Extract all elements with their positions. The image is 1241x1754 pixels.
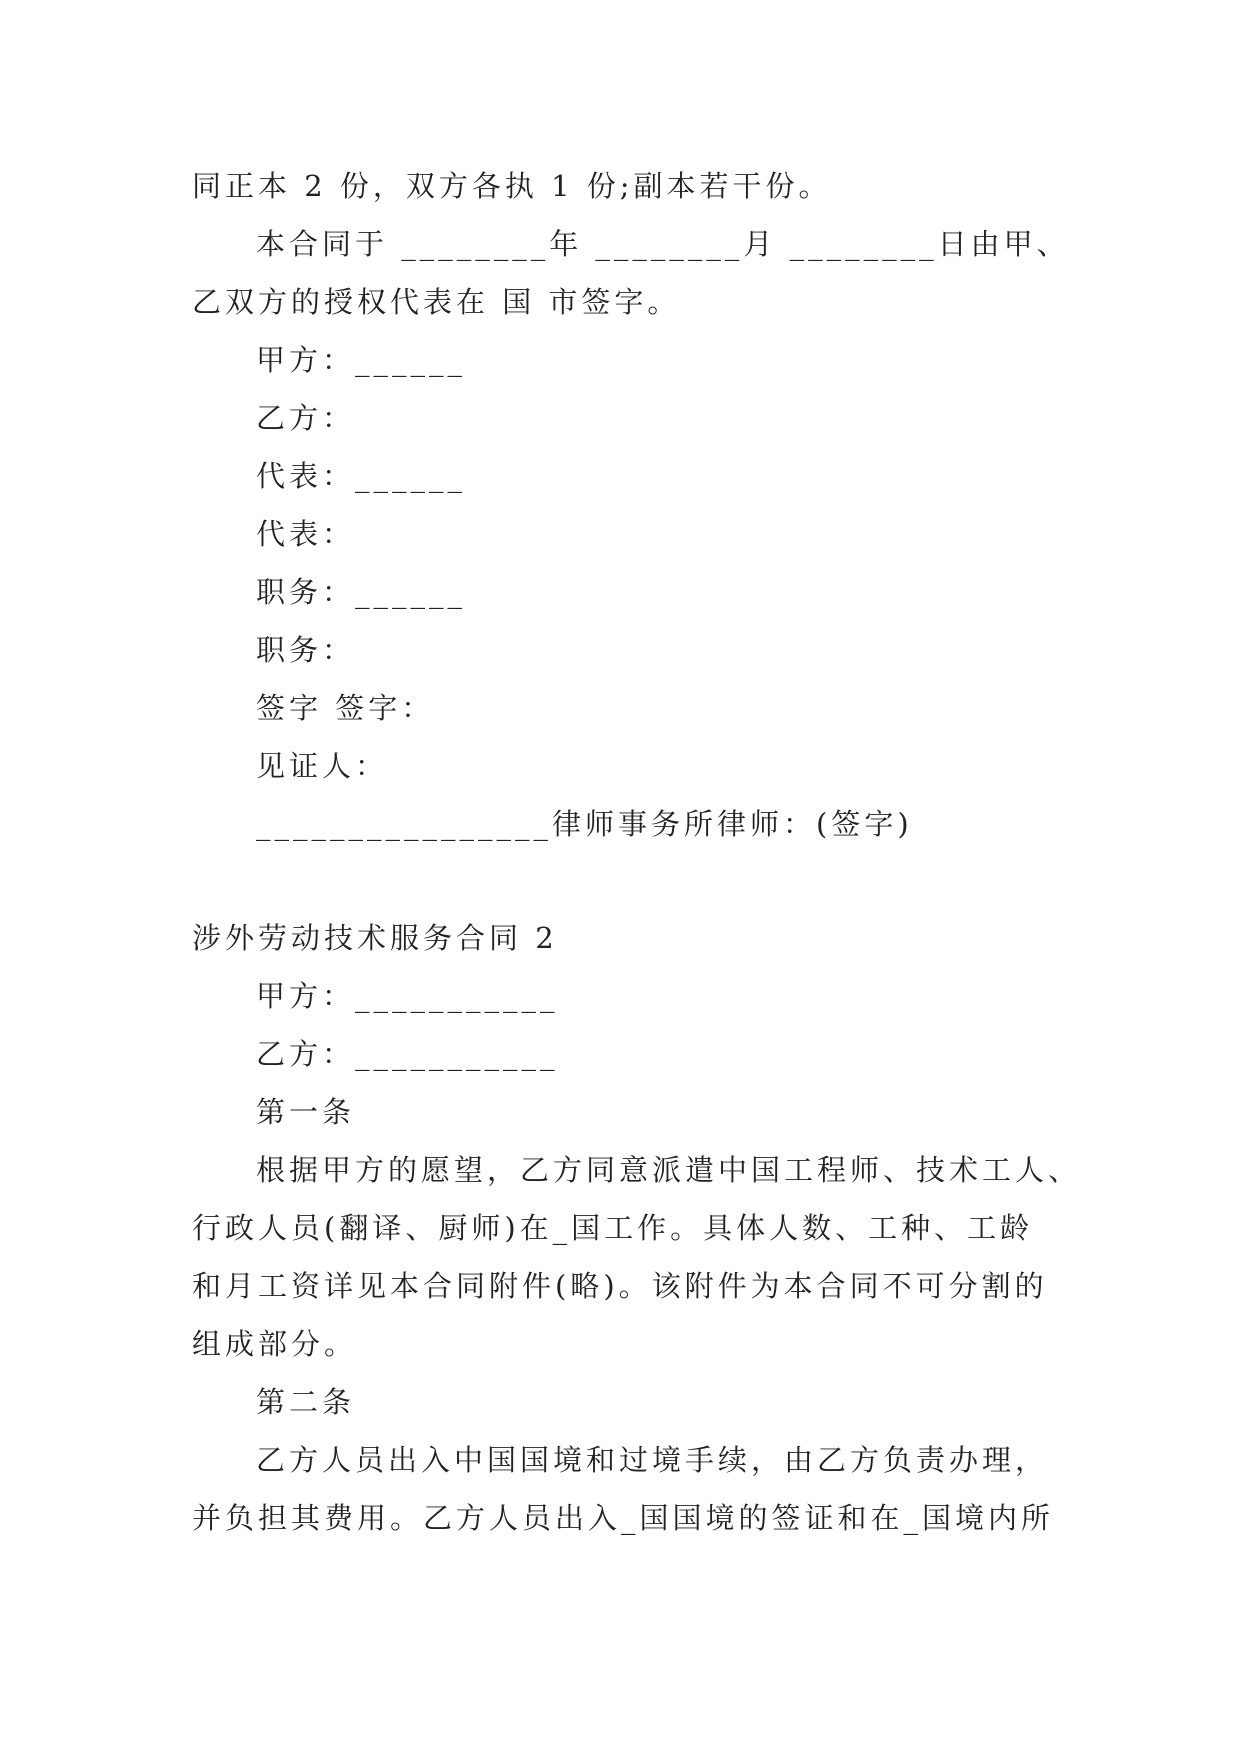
representative-a-field: 代表：______: [256, 459, 467, 493]
party-b-field: 乙方：: [256, 401, 356, 435]
lawyer-signature-field: ________________律师事务所律师：(签字): [256, 807, 913, 841]
article-one-text-line-2: 行政人员(翻译、厨师)在_国工作。具体人数、工种、工龄: [192, 1211, 1034, 1245]
paragraph-copies-line: 同正本 2 份，双方各执 1 份;副本若干份。: [192, 169, 832, 203]
article-one-heading: 第一条: [256, 1095, 356, 1129]
article-one-text-line-3: 和月工资详见本合同附件(略)。该附件为本合同不可分割的: [192, 1269, 1048, 1303]
contract-party-a-field: 甲方：___________: [256, 979, 559, 1013]
position-a-field: 职务：______: [256, 575, 467, 609]
paragraph-signing-date-line: 本合同于 ________年 ________月 ________日由甲、: [256, 227, 1070, 261]
witness-field: 见证人：: [256, 749, 389, 783]
article-one-text-line-4: 组成部分。: [192, 1327, 358, 1361]
position-b-field: 职务：: [256, 633, 356, 667]
signature-field: 签字 签字：: [256, 691, 435, 725]
party-a-field: 甲方：______: [256, 343, 467, 377]
article-one-text-line-1: 根据甲方的愿望，乙方同意派遣中国工程师、技术工人、: [256, 1153, 1082, 1187]
article-two-text-line-2: 并负担其费用。乙方人员出入_国国境的签证和在_国境内所: [192, 1501, 1055, 1535]
paragraph-signing-place-line: 乙双方的授权代表在 国 市签字。: [192, 285, 681, 319]
contract-party-b-field: 乙方：___________: [256, 1037, 559, 1071]
contract-title: 涉外劳动技术服务合同 2: [192, 921, 558, 955]
article-two-heading: 第二条: [256, 1385, 356, 1419]
article-two-text-line-1: 乙方人员出入中国国境和过境手续，由乙方负责办理，: [256, 1443, 1049, 1477]
representative-b-field: 代表：: [256, 517, 356, 551]
